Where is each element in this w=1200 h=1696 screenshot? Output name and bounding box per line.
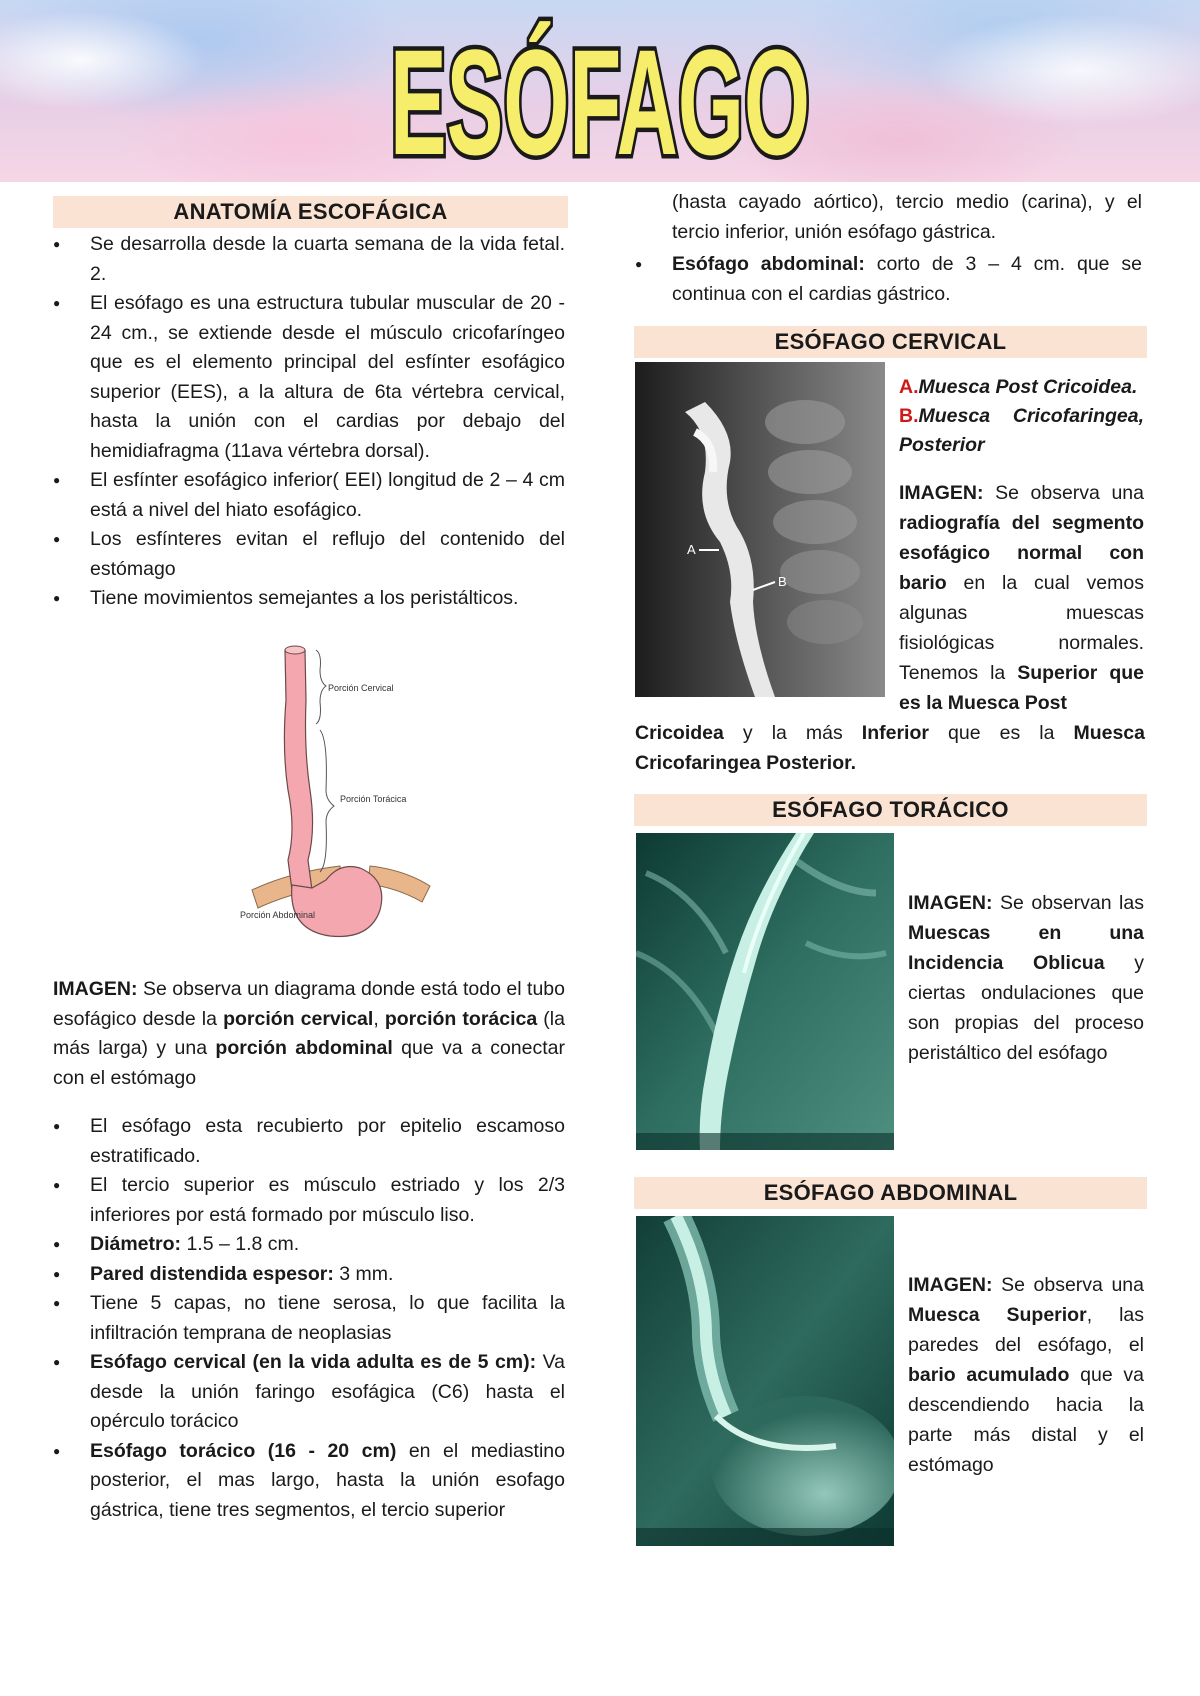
list-item: ● Esófago cervical (en la vida adulta es de 5 cm): Va desde la unión faringo esofágica (C6) hasta el opérculo torácico — [53, 1348, 565, 1437]
page-title — [0, 14, 1200, 174]
section-heading-cervical: ESÓFAGO CERVICAL — [634, 326, 1147, 358]
continuation-text: (hasta cayado aórtico), tercio medio (carina), y el tercio inferior, unión esófago gástrica. — [672, 191, 1142, 243]
anatomia-list-2 — [53, 1112, 565, 1525]
section-heading-toracico: ESÓFAGO TORÁCICO — [634, 794, 1147, 826]
xray-marker-a: A — [687, 542, 696, 557]
list-item: ● Diámetro: 1.5 – 1.8 cm. — [53, 1230, 565, 1260]
diagram-label-abdominal: Porción Abdominal — [240, 910, 316, 920]
anatomia-list-1 — [53, 230, 565, 614]
list-item: ● Se desarrolla desde la cuarta semana de la vida fetal. 2. — [53, 230, 565, 289]
list-item: ● Esófago abdominal: corto de 3 – 4 cm. que se continua con el cardias gástrico. — [635, 250, 1142, 309]
list-item: ● Los esfínteres evitan el reflujo del contenido del estómago — [53, 525, 565, 584]
cervical-imagen-continuation: Cricoidea y la más Inferior que es la Muesca Cricofaringea Posterior. — [635, 722, 1145, 774]
cervical-imagen-paragraph: IMAGEN: Se observa una radiografía del segmento esofágico normal con bario en la cual vemos algunas muescas fisiológicas normales. Tenemos la Superior que es la Muesca Post — [899, 482, 1144, 714]
esophagus-diagram — [230, 640, 460, 940]
list-item: ● El esófago es una estructura tubular muscular de 20 - 24 cm., se extiende desde el músculo cricofaríngeo que es el elemento principal del esfínter esofágico superior (EES), a la altura de 6ta vértebra cervical, hasta la unión con el cardias por debajo del hemidiafragma (11ava vértebra dorsal). — [53, 289, 565, 466]
list-item: ● Pared distendida espesor: 3 mm. — [53, 1260, 565, 1290]
xray-marker-b: B — [778, 574, 787, 589]
svg-text:ESÓFAGO: ESÓFAGO — [390, 18, 810, 174]
diagram-label-cervical: Porción Cervical — [328, 683, 394, 693]
toracico-imagen-paragraph: IMAGEN: Se observan las Muescas en una Incidencia Oblicua y ciertas ondulaciones que son propias del proceso peristáltico del esófago — [908, 892, 1144, 1064]
diagram-label-toracica: Porción Torácica — [340, 794, 407, 804]
list-item: ● El tercio superior es músculo estriado y los 2/3 inferiores por está formado por músculo liso. — [53, 1171, 565, 1230]
list-item: ● Tiene 5 capas, no tiene serosa, lo que facilita la infiltración temprana de neoplasias — [53, 1289, 565, 1348]
section-heading-abdominal: ESÓFAGO ABDOMINAL — [634, 1177, 1147, 1209]
xray-abdominal — [636, 1216, 894, 1546]
abdominal-imagen-paragraph: IMAGEN: Se observa una Muesca Superior, las paredes del esófago, el bario acumulado que va descendiendo hacia la parte más distal y el estómago — [908, 1274, 1145, 1476]
abdominal-bullet — [635, 250, 1142, 309]
list-item: ● El esófago esta recubierto por epitelio escamoso estratificado. — [53, 1112, 565, 1171]
cervical-labels: A.Muesca Post Cricoidea. B.Muesca Cricofaringea, Posterior — [899, 376, 1144, 456]
list-item: ● Esófago torácico (16 - 20 cm) en el mediastino posterior, el mas largo, hasta la unión esofago gástrica, tiene tres segmentos, el tercio superior — [53, 1437, 565, 1526]
list-item: ● El esfínter esofágico inferior( EEI) longitud de 2 – 4 cm está a nivel del hiato esofágico. — [53, 466, 565, 525]
section-heading-anatomia: ANATOMÍA ESCOFÁGICA — [53, 196, 568, 228]
xray-toracico — [636, 833, 894, 1150]
title-banner — [0, 0, 1200, 182]
xray-cervical — [635, 362, 885, 697]
list-item: ● Tiene movimientos semejantes a los peristálticos. — [53, 584, 565, 614]
anatomia-imagen-paragraph: IMAGEN: Se observa un diagrama donde está todo el tubo esofágico desde la porción cervical, porción torácica (la más larga) y una porción abdominal que va a conectar con el estómago — [53, 978, 565, 1089]
